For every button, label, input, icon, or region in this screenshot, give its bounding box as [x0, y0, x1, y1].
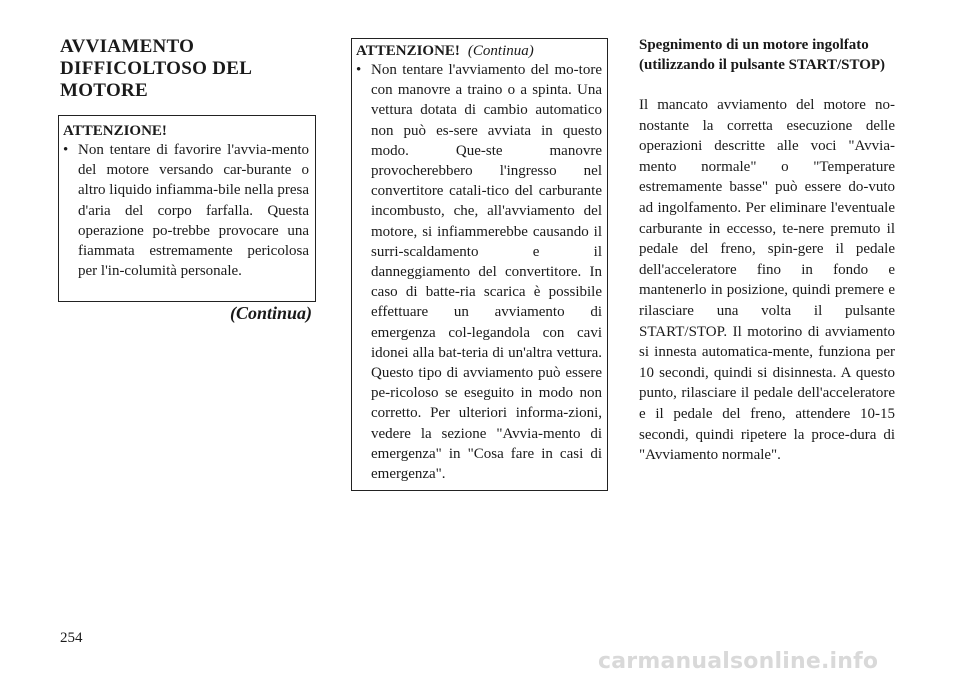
warning-text: Non tentare di favorire l'avvia-mento del motore versando car-burante o altro liquido infiamma-bile nella presa d'aria del corpo farfalla. Questa operazione po-trebbe provocare una fiammata estremamente pericolosa per l'in-columità personale.	[78, 142, 309, 280]
bullet-icon: •	[63, 142, 69, 158]
body-paragraph: Il mancato avviamento del motore no-nostante la corretta esecuzione delle operazioni descritte alle voci "Avvia-mento normale" o "Temperature estremamente basse" può essere do-vuto ad ingolfamento. Per eliminare l'eventuale carburante in eccesso, te-nere premuto il pedale del freno, spin-gere il pedale dell'acceleratore fino in fondo e mantenerlo in posizione, quindi premere e rilasciare una volta il pulsante START/STOP. Il motorino di avviamento si innesta automatica-mente, funziona per 10 secondi, quindi si disinnesta. A questo punto, rilasciare il pedale dell'acceleratore e il pedale del freno, attendere 10-15 secondi, quindi ripetere la proce-dura di "Avviamento normale".	[639, 97, 895, 464]
watermark: carmanualsonline.info	[598, 649, 879, 674]
bullet-icon: •	[356, 62, 362, 78]
warning-title: ATTENZIONE!	[63, 123, 167, 139]
section-heading: AVVIAMENTO DIFFICOLTOSO DEL MOTORE	[60, 36, 252, 101]
continued-suffix: (Continua)	[467, 43, 534, 59]
continued-label: (Continua)	[229, 303, 312, 323]
page-number: 254	[60, 630, 83, 646]
warning-title-continued: ATTENZIONE! (Continua)	[356, 43, 534, 59]
warning-box	[58, 115, 316, 302]
warning-item-continued	[356, 60, 602, 484]
subsection-heading: Spegnimento di un motore ingolfato (utilizzando il pulsante START/STOP)	[639, 37, 886, 73]
warning-text-continued: Non tentare l'avviamento del mo-tore con manovre a traino o a spinta. Una vettura dotata di cambio automatico non può es-sere avviata in questo modo. Que-ste manovre provocherebbero l'ingresso nel convertitore catali-tico del carburante incombusto, che, all'avviamento del motore, si infiammerebbe causando il surri-scaldamento e il danneggiamento del convertitore. In caso di batte-ria scarica è possibile effettuare un avviamento di emergenza col-legandola con cavi idonei alla bat-teria di un'altra vettura. Questo tipo di avviamento può essere pe-ricoloso se eseguito in modo non corretto. Per ulteriori informa-zioni, vedere la sezione "Avvia-mento di emergenza" in "Cosa fare in casi di emergenza".	[371, 62, 602, 483]
warning-box-continued	[351, 38, 608, 491]
warning-item	[63, 140, 309, 281]
